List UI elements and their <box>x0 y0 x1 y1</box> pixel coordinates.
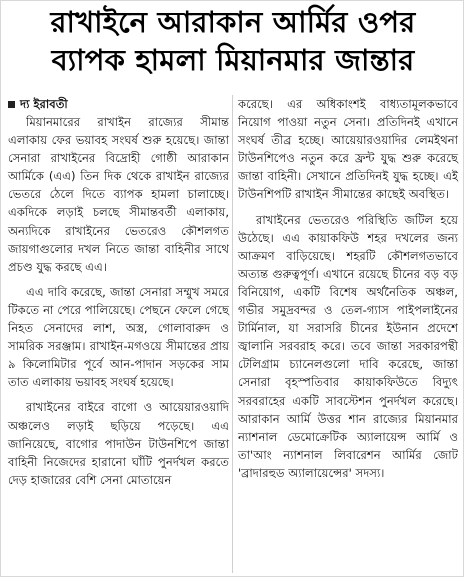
right-column <box>238 95 458 489</box>
paragraph: এএ দাবি করেছে, জান্তা সেনারা সম্মুখ সমরে টিকতে না পেরে পালিয়েছে। পেছনে ফেলে গেছে নিহত সেনাদের লাশ, অস্ত্র, গোলাবারুদ ও সামরিক সরঞ্জাম। রাখাইন-মগওয়ে সীমান্তের প্রায় ৯ কিলোমিটার পূর্বে আন-পাদান সড়কের সাম তাত এলাকায় ভয়াবহ সংঘর্ষ হয়েছে। <box>8 284 229 390</box>
paragraph: মিয়ানমারের রাখাইন রাজ্যের সীমান্ত এলাকায় ফের ভয়াবহ সংঘর্ষ শুরু হয়েছে। জান্তা সেনারা রাখাইনের বিদ্রোহী গোষ্ঠী আরাকান আর্মিকে (এএ) তিন দিক থেকে রাখাইন রাজ্যের ভেতরে ঠেলে দিতে ব্যাপক হামলা চালাচ্ছে। একদিকে লড়াই চলছে সীমান্তবর্তী এলাকায়, অন্যদিকে রাখাইনের ভেতরেও কৌশলগত জায়গাগুলোর দখল নিতে জান্তা বাহিনীর সাথে প্রচণ্ড যুদ্ধ করছে এএ। <box>8 115 229 274</box>
bullet-square-icon <box>8 101 15 108</box>
paragraph: রাখাইনের বাইরে বাগো ও আয়েয়ারওয়াদি অঞ্চলেও লড়াই ছড়িয়ে পড়েছে। এএ জানিয়েছে, বাগোর পাদাউন টাউনশিপে জান্তা বাহিনী নিজেদের হারানো ঘাঁটি পুনর্দখল করতে দেড় হাজারের বেশি সেনা মোতায়েন <box>8 400 229 487</box>
byline <box>8 95 229 113</box>
left-column <box>8 95 229 496</box>
headline-line-1: রাখাইনে আরাকান আর্মির ওপর <box>50 5 416 39</box>
byline-source: দ্য ইরাবতী <box>20 96 68 111</box>
column-divider <box>232 95 233 573</box>
paragraph: রাখাইনের ভেতরেও পরিস্থিতি জটিল হয়ে উঠেছে। এএ কায়াকফিউ শহর দখলের জন্য আক্রমণ বাড়িয়েছে। শহরটি কৌশলগতভাবে অত্যন্ত গুরুত্বপূর্ণ। এখানে রয়েছে চীনের বড় বড় বিনিয়োগ, একটি বিশেষ অর্থনৈতিক অঞ্চল, গভীর সমুদ্রবন্দর ও তেল-গ্যাস পাইপলাইনের টার্মিনাল, যা সরাসরি চীনের ইউনান প্রদেশে জ্বালানি সরবরাহ করে। তবে জান্তা সরকারপন্থী টেলিগ্রাম চ্যানেলগুলো দাবি করেছে, জান্তা সেনারা বৃহস্পতিবার কায়াকফিউতে বিদ্যুৎ সরবরাহের একটি সাবস্টেশন পুনর্দখল করেছে। আরাকান আর্মি উত্তর শান রাজ্যের মিয়ানমার ন্যাশনাল ডেমোক্রেটিক অ্যালায়েন্স আর্মি ও তা'আং ন্যাশনাল লিবারেশন আর্মির জোট 'ব্রাদারহুড অ্যালায়েন্সের' সদস্য। <box>238 212 458 480</box>
headline-line-2: ব্যাপক হামলা মিয়ানমার জান্তার <box>51 43 415 77</box>
headline <box>7 3 459 79</box>
paragraph: করেছে। এর অধিকাংশই বাধ্যতামূলকভাবে নিয়োগ পাওয়া নতুন সেনা। প্রতিদিনই এখানে সংঘর্ষ তীব্র হচ্ছে। আয়েয়ারওয়াদির লেমইথনা টাউনশিপেও নতুন করে ফ্রন্ট যুদ্ধ শুরু করেছে জান্তা বাহিনী। সেখানে প্রতিদিনই যুদ্ধ হচ্ছে। এই টাউনশিপটি রাখাইন সীমান্তের কাছেই অবস্থিত। <box>238 97 458 202</box>
